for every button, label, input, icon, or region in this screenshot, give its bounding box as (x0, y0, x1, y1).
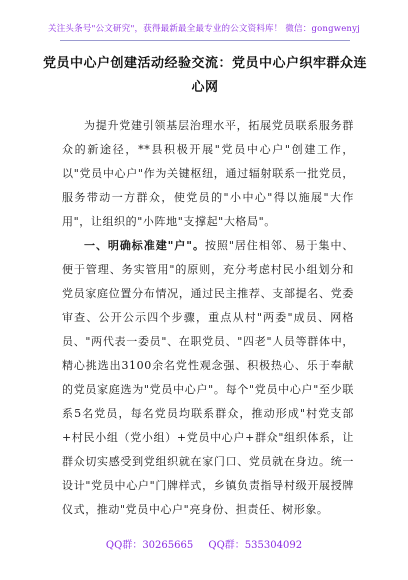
header-divider (60, 40, 350, 41)
section-1-body: 按照"居住相邻、易于集中、便于管理、务实管用"的原则，充分考虑村民小组划分和党员家庭位置分布情况，通过民主推荐、支部提名、党委审查、公开公示四个步骤，重点从村"两委"成员、网格员、"两代表一委员"、在职党员、"四老"人员等群体中，精心挑选出3100余名党性观念强、积极热心、乐于奉献的党员家庭选为"党员中心户"。每个"党员中心户"至少联系5名党员，每名党员均联系群众，推动形成"村党支部+村民小组（党小组）+党员中心户+群众"组织体系，让群众切实感受到党组织就在家门口、党员就在身边。统一设计"党员中心户"门牌样式，乡镇负责指导村级开展授牌仪式，推动"党员中心户"亮身份、担责任、树形象。 (62, 239, 355, 516)
intro-paragraph: 为提升党建引领基层治理水平，拓展党员联系服务群众的新途径，**县积极开展"党员中心户"创建工作，以"党员中心户"作为关键枢纽，通过辐射联系一批党员，服务带动一方群众，使党员的"小中心"得以施展"大作用"，让组织的"小阵地"支撑起"大格局"。 (62, 119, 354, 228)
footer-qq-group-1: QQ群：30265665 (105, 540, 194, 551)
section-1-paragraph (62, 234, 354, 522)
footer-contacts (0, 536, 408, 551)
promo-banner: 关注头条号"公文研究"，获得最新最全最专业的公文资料库！ 微信：gongwenyj (48, 24, 360, 34)
footer-qq-group-2: QQ群：535304092 (208, 540, 303, 551)
section-1-heading: 一、明确标准建"户"。 (84, 239, 205, 252)
document-title: 党员中心户创建活动经验交流：党员中心户织牢群众连心网 (42, 56, 367, 95)
